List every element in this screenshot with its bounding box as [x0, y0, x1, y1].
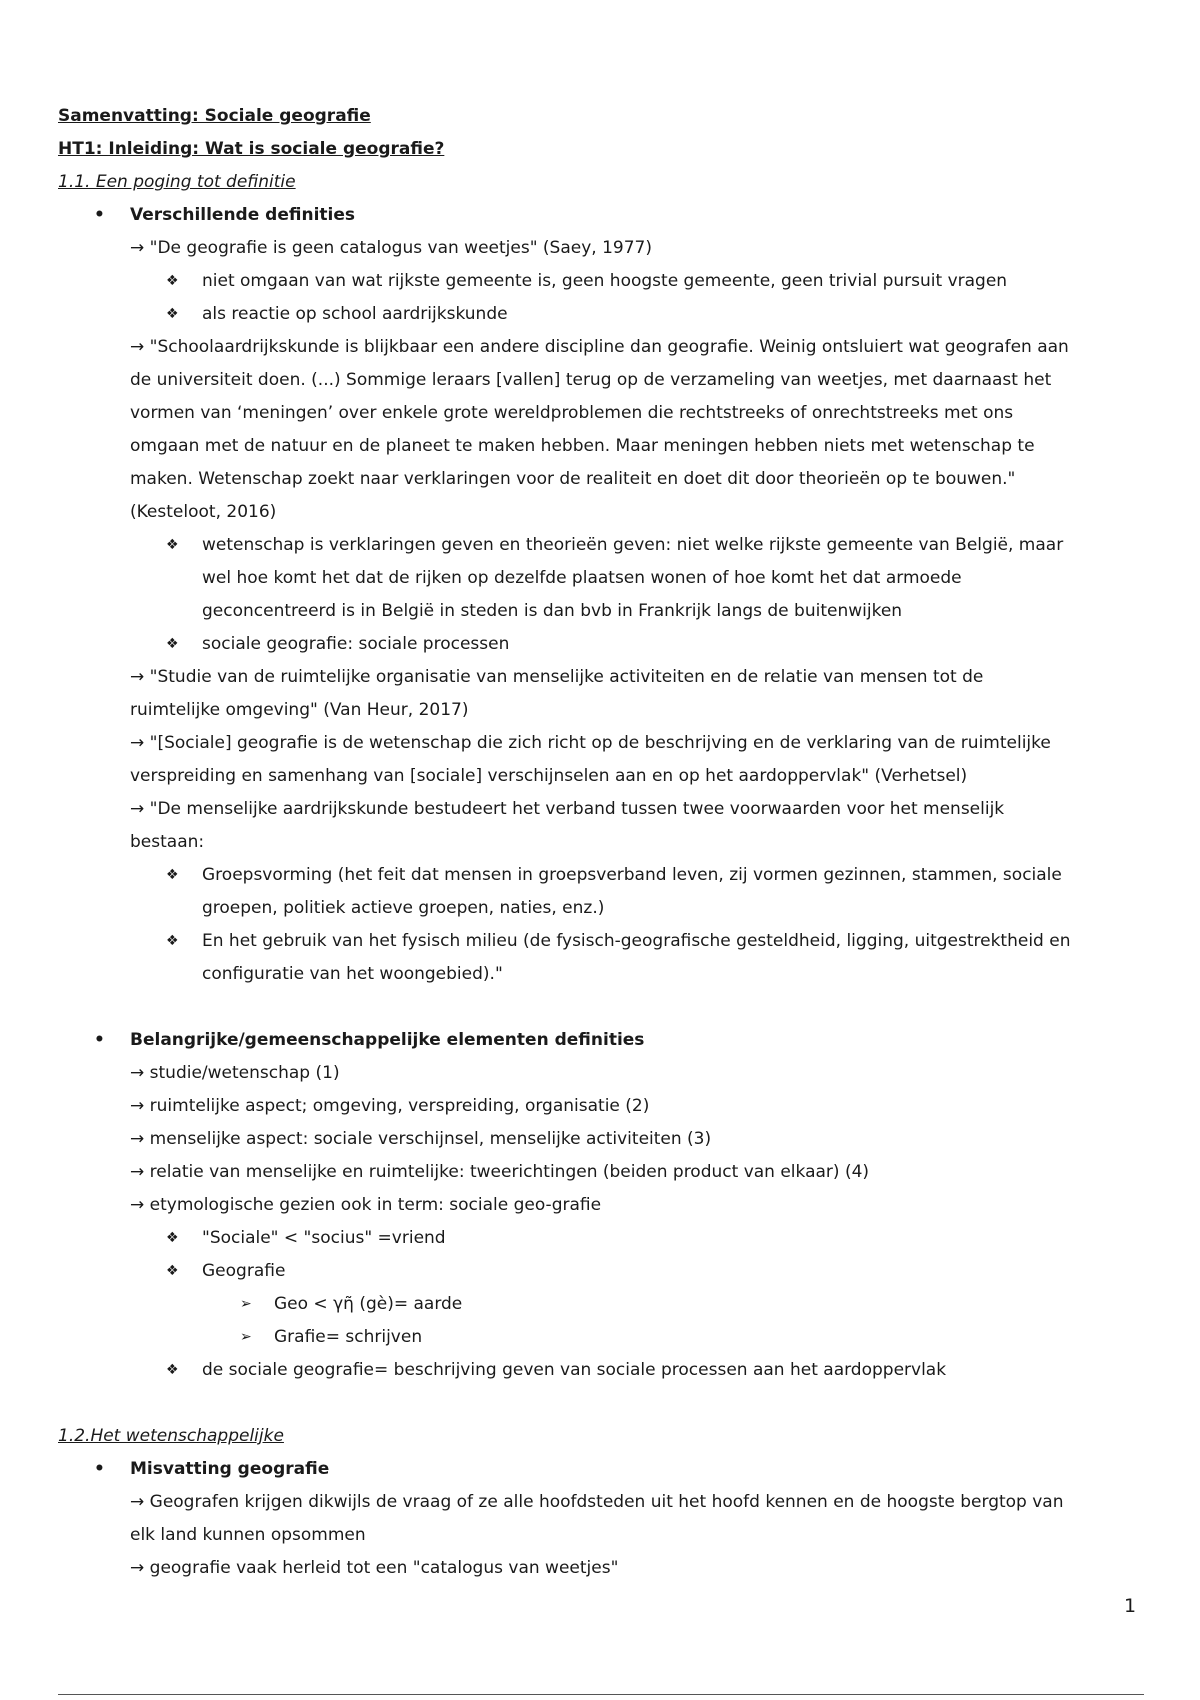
diamond-item: ❖ Geografie — [58, 1255, 1148, 1288]
text-line: → "Schoolaardrijkskunde is blijkbaar een andere discipline dan geografie. Weinig ontsluiert wat geografen aan — [130, 337, 1069, 357]
diamond-bullet-icon: ❖ — [166, 636, 179, 652]
text-line: → "[Sociale] geografie is de wetenschap die zich richt op de beschrijving en de verklaring van de ruimtelijke — [130, 733, 1051, 753]
bullet-verschillende-definities: • Verschillende definities — [58, 199, 1148, 232]
text-line: (Kesteloot, 2016) — [130, 502, 277, 522]
diamond-item-continuation: wel hoe komt het dat de rijken op dezelfde plaatsen wonen of hoe komt het dat armoede — [202, 568, 962, 588]
arrowhead-bullet-icon: ➢ — [240, 1329, 252, 1345]
diamond-bullet-icon: ❖ — [166, 867, 179, 883]
diamond-item: ❖ niet omgaan van wat rijkste gemeente is, geen hoogste gemeente, geen trivial pursuit vragen — [58, 265, 1148, 298]
arrowhead-item: ➢ Grafie= schrijven — [58, 1321, 1148, 1354]
text-line: → ruimtelijke aspect; omgeving, verspreiding, organisatie (2) — [130, 1096, 650, 1116]
bullet-dot-icon: • — [94, 1030, 105, 1050]
diamond-bullet-icon: ❖ — [166, 1263, 179, 1279]
section-heading-1-1: 1.1. Een poging tot definitie — [58, 172, 296, 192]
diamond-bullet-icon: ❖ — [166, 306, 179, 322]
diamond-item: ❖ "Sociale" < "socius" =vriend — [58, 1222, 1148, 1255]
arrowhead-item: ➢ Geo < γῆ (gè)= aarde — [58, 1288, 1148, 1321]
footer-divider — [58, 1694, 1144, 1695]
text-line: → etymologische gezien ook in term: sociale geo-grafie — [130, 1195, 602, 1215]
diamond-item: ❖ En het gebruik van het fysisch milieu (de fysisch-geografische gesteldheid, ligging, uitgestrektheid en — [58, 925, 1148, 958]
diamond-item: ❖ Groepsvorming (het feit dat mensen in groepsverband leven, zij vormen gezinnen, stammen, sociale — [58, 859, 1148, 892]
diamond-bullet-icon: ❖ — [166, 537, 179, 553]
diamond-item: ❖ wetenschap is verklaringen geven en theorieën geven: niet welke rijkste gemeente van België, maar — [58, 529, 1148, 562]
section-heading-1-2: 1.2.Het wetenschappelijke — [58, 1426, 284, 1446]
text-line: de universiteit doen. (...) Sommige leraars [vallen] terug op de verzameling van weetjes, met daarnaast het — [130, 370, 1052, 390]
diamond-bullet-icon: ❖ — [166, 1230, 179, 1246]
bullet-misvatting-geografie: • Misvatting geografie — [58, 1453, 1148, 1486]
document-content — [58, 100, 1148, 1585]
bullet-belangrijke-elementen: • Belangrijke/gemeenschappelijke elementen definities — [58, 1024, 1148, 1057]
page-number: 1 — [1124, 1595, 1137, 1617]
text-line: → "Studie van de ruimtelijke organisatie van menselijke activiteiten en de relatie van mensen tot de — [130, 667, 984, 687]
bullet-dot-icon: • — [94, 1459, 105, 1479]
spacer — [58, 991, 1148, 1024]
text-line: → menselijke aspect: sociale verschijnsel, menselijke activiteiten (3) — [130, 1129, 712, 1149]
text-line: → relatie van menselijke en ruimtelijke: tweerichtingen (beiden product van elkaar) (4) — [130, 1162, 870, 1182]
diamond-item-continuation: configuratie van het woongebied)." — [202, 964, 503, 984]
diamond-item-continuation: geconcentreerd is in België in steden is dan bvb in Frankrijk langs de buitenwijken — [202, 601, 903, 621]
text-line: maken. Wetenschap zoekt naar verklaringen voor de realiteit en doet dit door theorieën op te bouwen." — [130, 469, 1016, 489]
diamond-bullet-icon: ❖ — [166, 273, 179, 289]
bullet-dot-icon: • — [94, 205, 105, 225]
diamond-item: ❖ als reactie op school aardrijkskunde — [58, 298, 1148, 331]
spacer — [58, 1387, 1148, 1420]
text-line: → Geografen krijgen dikwijls de vraag of ze alle hoofdsteden uit het hoofd kennen en de hoogste bergtop van — [130, 1492, 1064, 1512]
chapter-title: HT1: Inleiding: Wat is sociale geografie? — [58, 139, 445, 159]
text-line: → "De geografie is geen catalogus van weetjes" (Saey, 1977) — [130, 238, 652, 258]
text-line: omgaan met de natuur en de planeet te maken hebben. Maar meningen hebben niets met wetenschap te — [130, 436, 1035, 456]
text-line: ruimtelijke omgeving" (Van Heur, 2017) — [130, 700, 469, 720]
diamond-bullet-icon: ❖ — [166, 1362, 179, 1378]
diamond-item: ❖ sociale geografie: sociale processen — [58, 628, 1148, 661]
arrowhead-bullet-icon: ➢ — [240, 1296, 252, 1312]
document-title: Samenvatting: Sociale geografie — [58, 106, 371, 126]
text-line: verspreiding en samenhang van [sociale] verschijnselen aan en op het aardoppervlak" (Verhetsel) — [130, 766, 968, 786]
text-line: → geografie vaak herleid tot een "catalogus van weetjes" — [130, 1558, 619, 1578]
text-line: bestaan: — [130, 832, 205, 852]
diamond-bullet-icon: ❖ — [166, 933, 179, 949]
diamond-item: ❖ de sociale geografie= beschrijving geven van sociale processen aan het aardoppervlak — [58, 1354, 1148, 1387]
text-line: → "De menselijke aardrijkskunde bestudeert het verband tussen twee voorwaarden voor het menselijk — [130, 799, 1005, 819]
text-line: vormen van ‘meningen’ over enkele grote wereldproblemen die rechtstreeks of onrechtstreeks met ons — [130, 403, 1014, 423]
diamond-item-continuation: groepen, politiek actieve groepen, naties, enz.) — [202, 898, 605, 918]
text-line: elk land kunnen opsommen — [130, 1525, 366, 1545]
text-line: → studie/wetenschap (1) — [130, 1063, 340, 1083]
